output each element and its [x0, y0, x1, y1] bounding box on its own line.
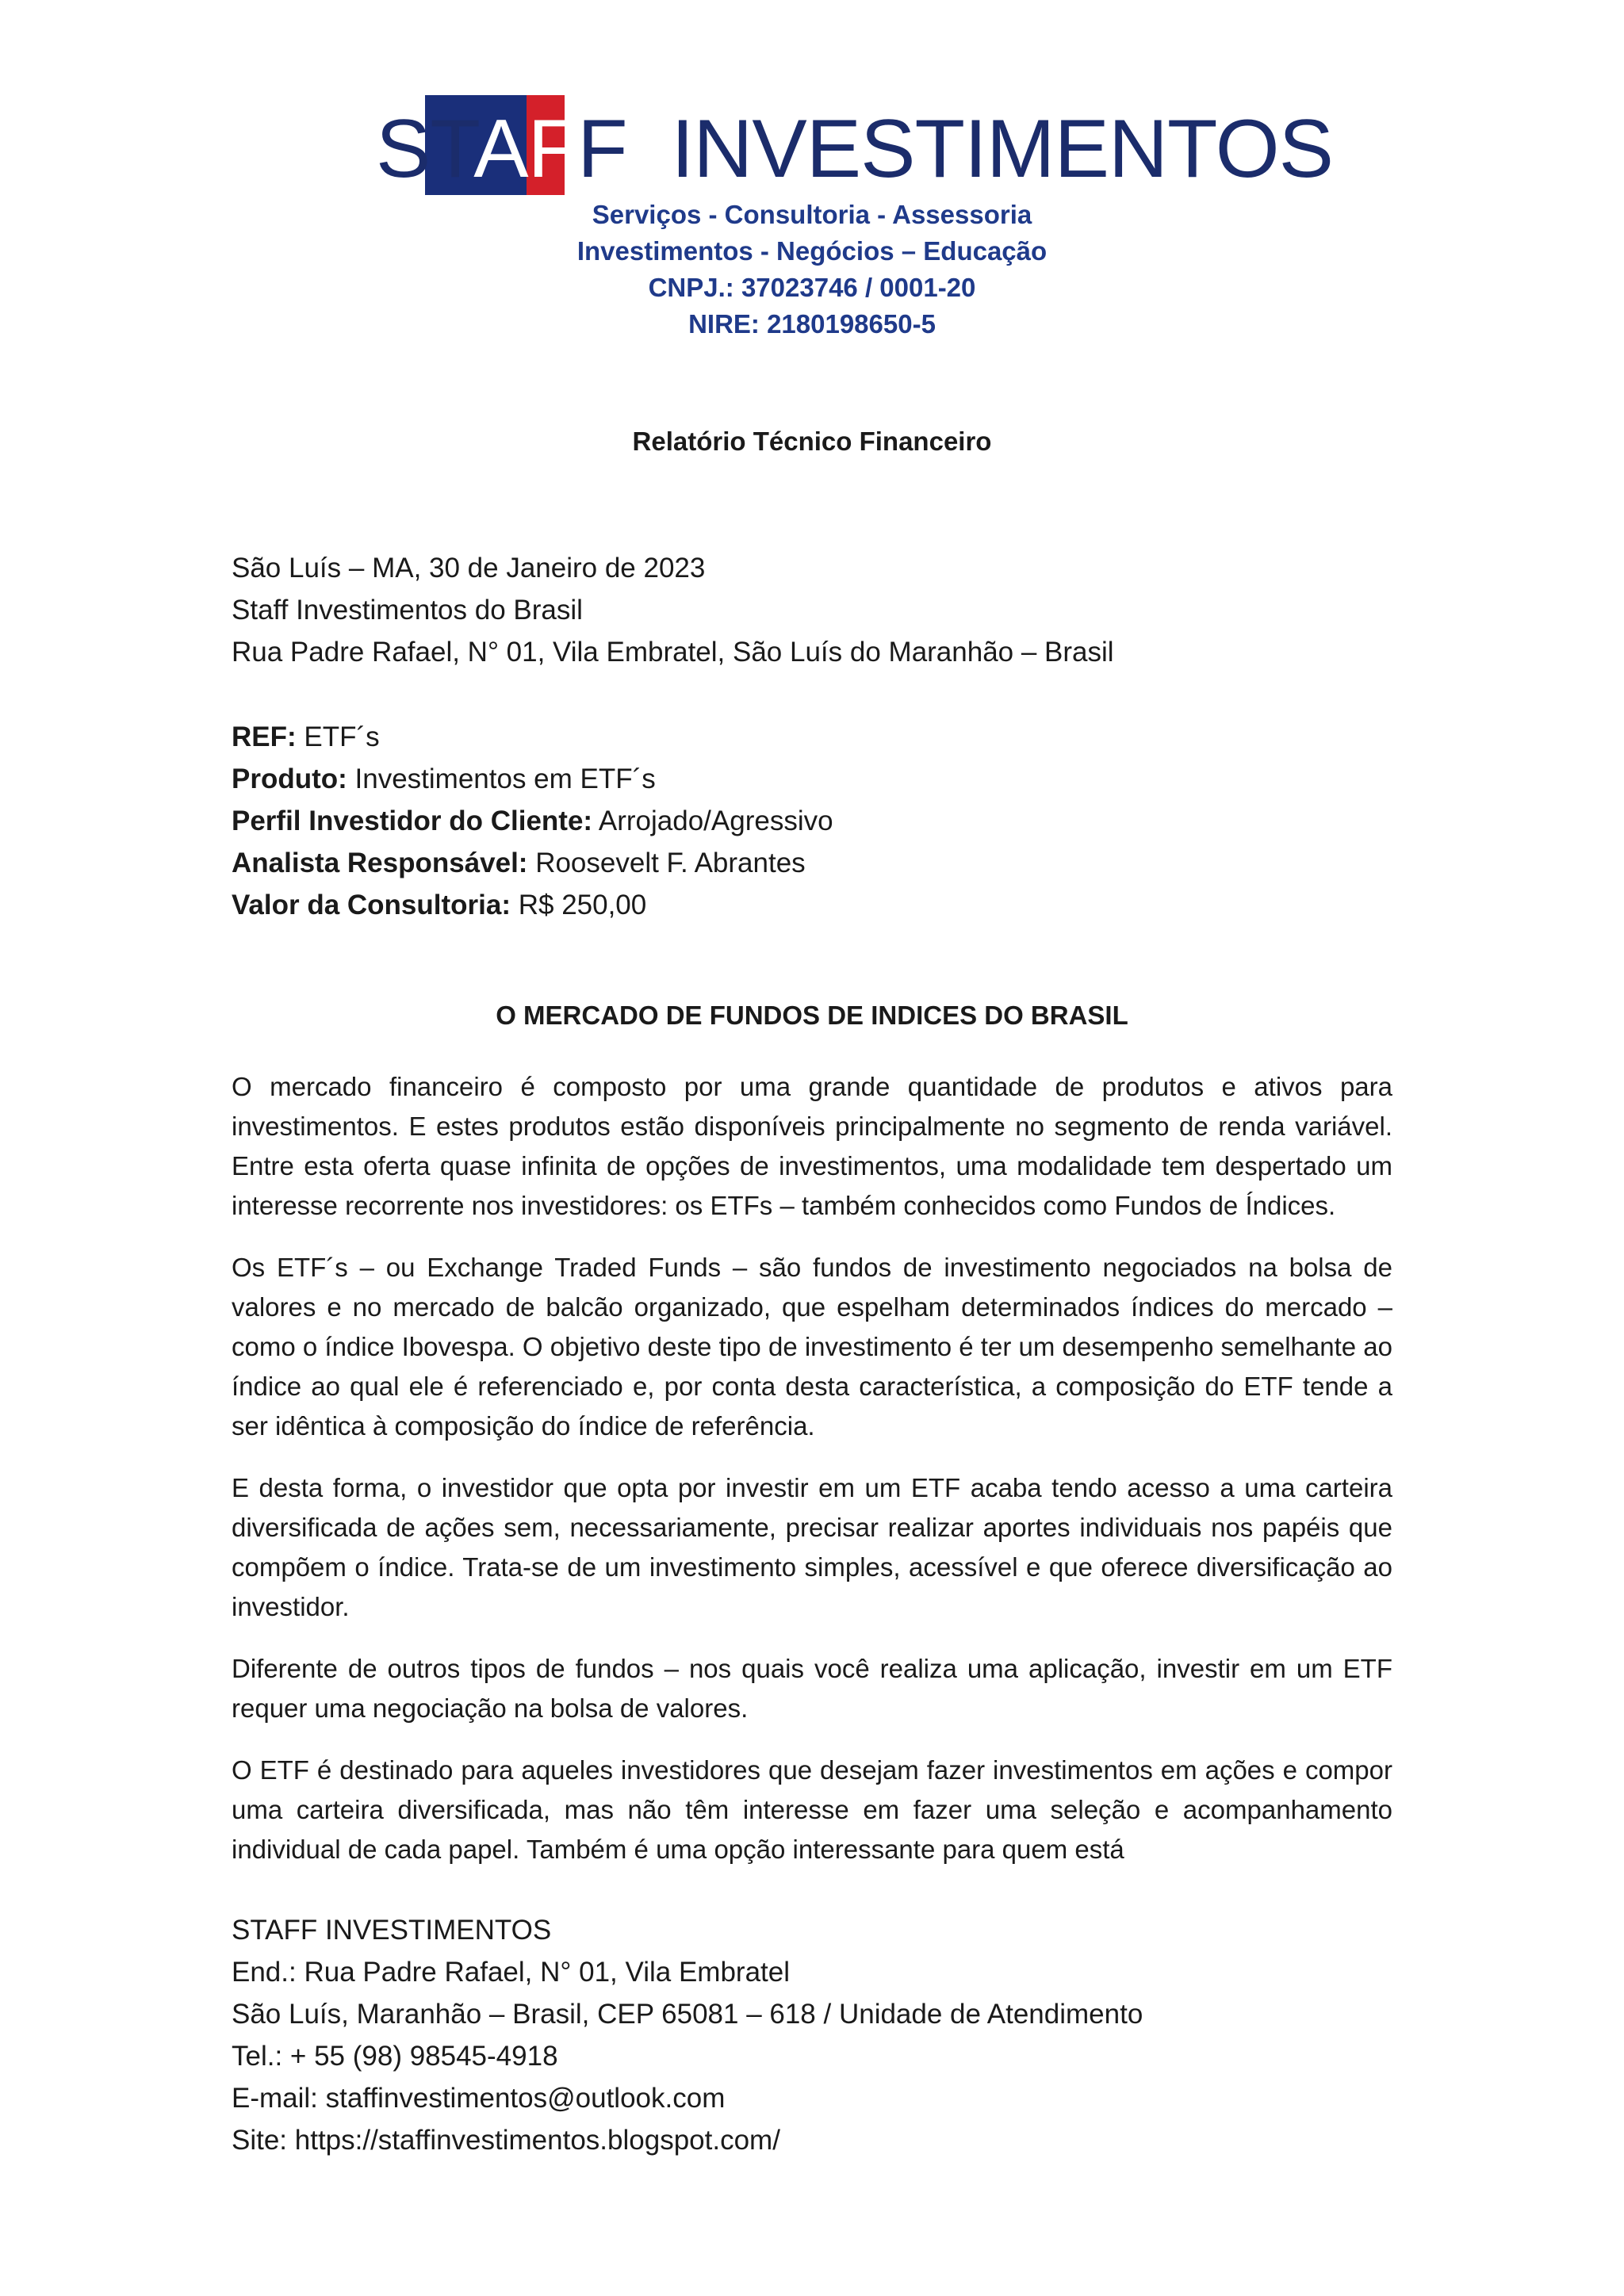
consulting-fee-value: R$ 250,00 [511, 890, 647, 920]
investor-profile-line [232, 800, 1392, 842]
analyst-label: Analista Responsável: [232, 848, 528, 878]
investor-profile-value: Arrojado/Agressivo [592, 806, 833, 836]
logo-text-part1: ST [376, 103, 474, 195]
body-text [232, 1067, 1392, 1869]
analyst-line [232, 842, 1392, 884]
document-title: Relatório Técnico Financeiro [632, 427, 992, 456]
reference-block [232, 716, 1392, 926]
company-cnpj: CNPJ.: 37023746 / 0001-20 [648, 273, 976, 302]
paragraph: O mercado financeiro é composto por uma grande quantidade de produtos e ativos para investimentos. E estes produtos estão disponíveis principalmente no segmento de renda variável. Entre esta oferta quase infinita de opções de investimentos, uma modalidade tem despertado um interesse recorrente nos investidores: os ETFs – também conhecidos como Fundos de Índices. [232, 1072, 1392, 1220]
sender-block [232, 547, 1392, 673]
logo-text-part2: AF [473, 103, 578, 195]
investor-profile-label: Perfil Investidor do Cliente: [232, 806, 593, 836]
paragraph: Diferente de outros tipos de fundos – nos quais você realiza uma aplicação, investir em um ETF requer uma negociação na bolsa de valores. [232, 1654, 1392, 1723]
sender-date-line: São Luís – MA, 30 de Janeiro de 2023 [232, 553, 706, 584]
company-nire: NIRE: 2180198650-5 [688, 309, 936, 339]
paragraph: Os ETF´s – ou Exchange Traded Funds – são fundos de investimento negociados na bolsa de valores e no mercado de balcão organizado, que espelham determinados índices do mercado – como o índice Ibovespa. O objetivo deste tipo de investimento é ter um desempenho semelhante ao índice ao qual ele é referenciado e, por conta desta característica, a composição do ETF tende a ser idêntica à composição do índice de referência. [232, 1253, 1392, 1441]
sender-address-line: Rua Padre Rafael, N° 01, Vila Embratel, São Luís do Maranhão – Brasil [232, 637, 1114, 668]
logo-text-part3: F INVESTIMENTOS [577, 103, 1333, 195]
product-label: Produto: [232, 763, 347, 794]
ref-value: ETF´s [296, 721, 380, 752]
footer-city: São Luís, Maranhão – Brasil, CEP 65081 – 618 / Unidade de Atendimento [232, 1999, 1143, 2030]
tagline-areas: Investimentos - Negócios – Educação [576, 236, 1048, 266]
ref-line [232, 716, 1392, 758]
footer-contact-block [232, 1909, 1392, 2161]
product-line [232, 758, 1392, 800]
footer-email: E-mail: staffinvestimentos@outlook.com [232, 2083, 726, 2114]
consulting-fee-label: Valor da Consultoria: [232, 890, 511, 920]
sender-company-line: Staff Investimentos do Brasil [232, 595, 583, 626]
company-logo [0, 94, 1624, 205]
footer-site: Site: https://staffinvestimentos.blogspot.com/ [232, 2125, 780, 2156]
footer-address: End.: Rua Padre Rafael, N° 01, Vila Embratel [232, 1957, 790, 1988]
analyst-value: Roosevelt F. Abrantes [527, 848, 806, 878]
logo-wordmark [376, 103, 1333, 195]
consulting-fee-line [232, 884, 1392, 926]
product-value: Investimentos em ETF´s [347, 763, 656, 794]
section-title: O MERCADO DE FUNDOS DE INDICES DO BRASIL [496, 1001, 1128, 1030]
paragraph: E desta forma, o investidor que opta por investir em um ETF acaba tendo acesso a uma carteira diversificada de ações sem, necessariamente, precisar realizar aportes individuais nos papéis que compõem o índice. Trata-se de um investimento simples, acessível e que oferece diversificação ao investidor. [232, 1473, 1392, 1621]
footer-company: STAFF INVESTIMENTOS [232, 1915, 552, 1946]
ref-label: REF: [232, 721, 297, 752]
paragraph: O ETF é destinado para aqueles investidores que desejam fazer investimentos em ações e compor uma carteira diversificada, mas não têm interesse em fazer uma seleção e acompanhamento individual de cada papel. Também é uma opção interessante para quem está [232, 1755, 1392, 1864]
footer-phone: Tel.: + 55 (98) 98545-4918 [232, 2041, 558, 2072]
tagline-services: Serviços - Consultoria - Assessoria [592, 200, 1032, 229]
